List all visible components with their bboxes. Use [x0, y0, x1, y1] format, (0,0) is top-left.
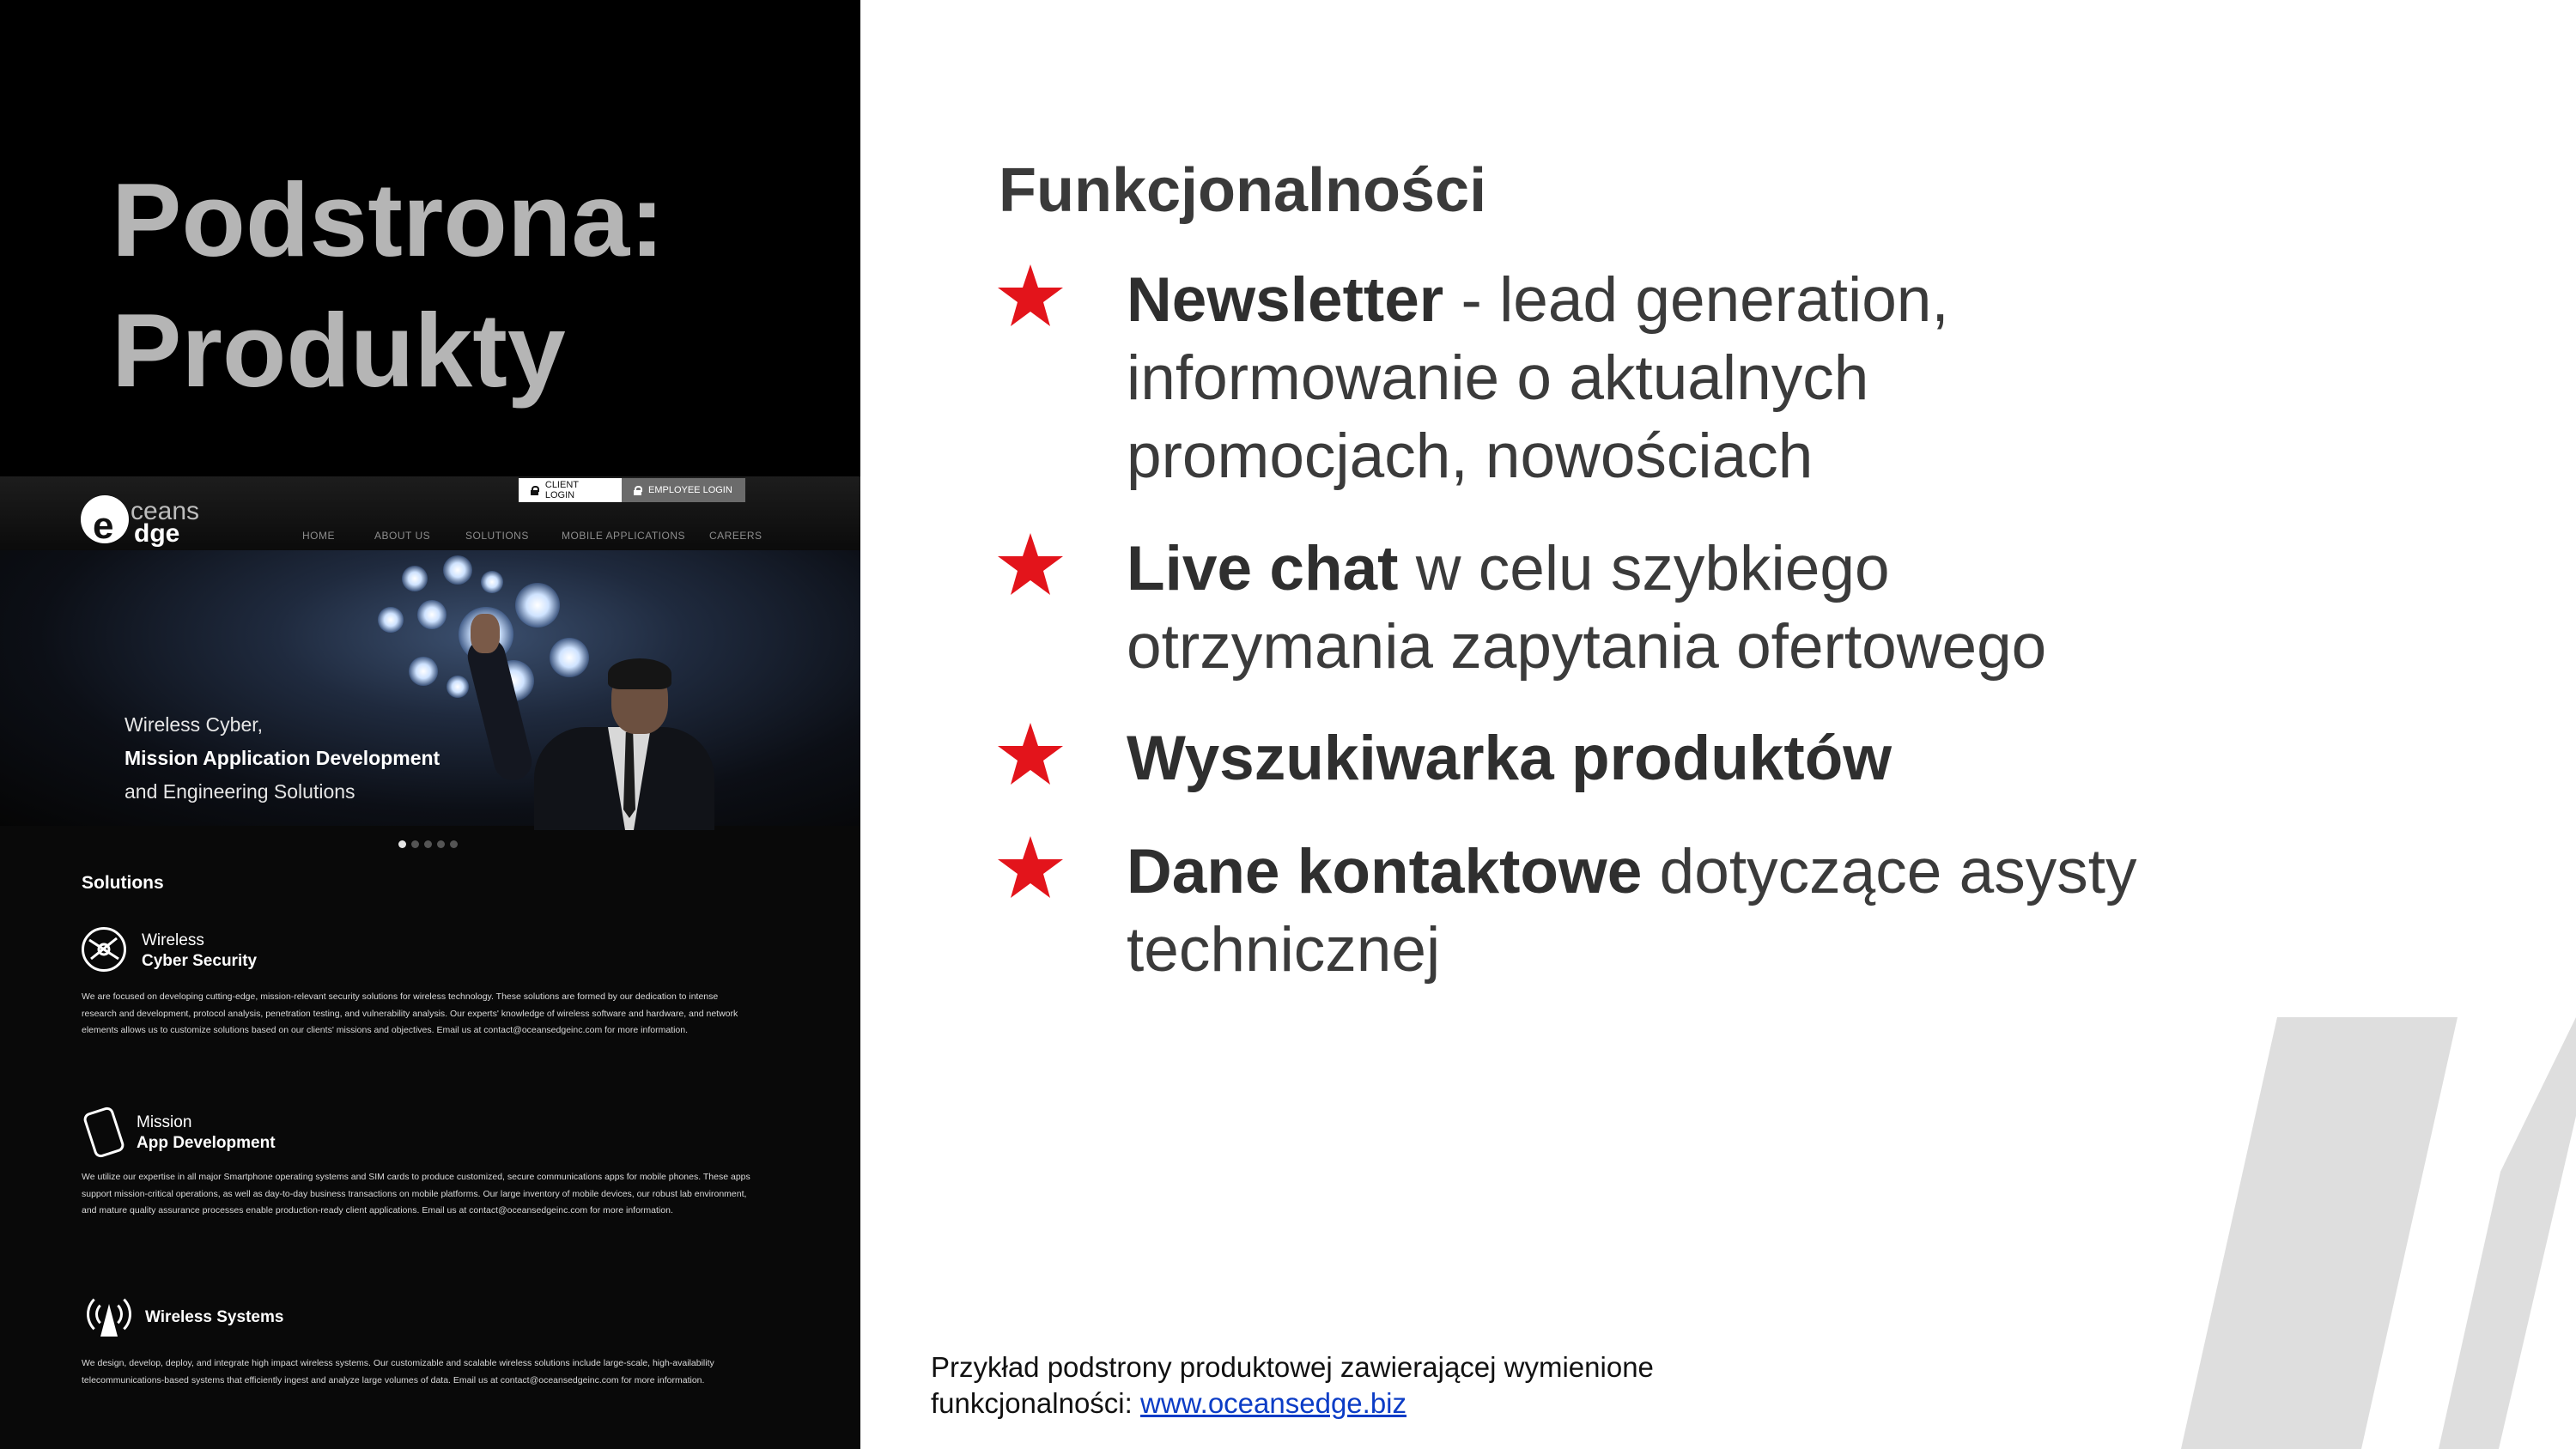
feature-bold: Newsletter [1127, 265, 1444, 335]
solution-title-bold: Wireless Systems [145, 1308, 284, 1326]
nav-home[interactable]: HOME [302, 530, 335, 542]
logo-text-bottom: dge [134, 519, 180, 548]
solution-title-bold: Cyber Security [142, 952, 258, 970]
feature-rest-2: technicznej [1127, 915, 1441, 985]
businessman-hand [471, 614, 500, 653]
nav-solutions[interactable]: SOLUTIONS [465, 530, 529, 542]
feature-text [1127, 833, 2277, 989]
title-panel [0, 0, 860, 1449]
lock-icon [531, 486, 538, 495]
client-login-label: CLIENT LOGIN [544, 480, 579, 500]
carousel-dot[interactable] [398, 840, 406, 848]
nav-mobile-applications[interactable]: MOBILE APPLICATIONS [562, 530, 685, 542]
website-nav [302, 530, 778, 542]
oceans-edge-logo [81, 490, 218, 550]
feature-bold: Live chat [1127, 534, 1399, 603]
feature-rest-1: w celu szybkiego [1398, 534, 1890, 603]
hero-line-3: and Engineering Solutions [125, 780, 355, 803]
hero-line-1: Wireless Cyber, [125, 713, 264, 736]
phone-icon [82, 1106, 126, 1159]
feature-text [1127, 530, 2277, 686]
solutions-heading: Solutions [82, 873, 164, 893]
logo-text-top: ceans [131, 497, 200, 525]
feature-rest-1: - lead generation, [1443, 265, 1949, 335]
website-screenshot [0, 476, 860, 1449]
solution-description: We design, develop, deploy, and integrate high impact wireless systems. Our customizable and scalable wireless solutions include large-scale, high-availability telecommunications-based systems that efficiently ingest and analyze large volumes of data. Email us at contact@oceansedgeinc.com for more information. [82, 1358, 714, 1385]
feature-text [1127, 719, 2277, 797]
carousel-dot[interactable] [411, 840, 419, 848]
hero-caption [125, 708, 440, 809]
globe-icon [82, 927, 126, 972]
login-bar [519, 478, 745, 502]
feature-rest-2: otrzymania zapytania ofertowego [1127, 612, 2047, 682]
tower-icon [82, 1292, 126, 1337]
carousel-dot[interactable] [450, 840, 458, 848]
star-icon [996, 721, 1065, 790]
star-icon [996, 531, 1065, 600]
nav-about-us[interactable]: ABOUT US [374, 530, 431, 542]
feature-bold: Wyszukiwarka produktów [1127, 724, 1893, 793]
decorative-slashes [2181, 1017, 2576, 1449]
feature-rest-2: informowanie o aktualnych [1127, 343, 1869, 413]
lock-icon [634, 486, 641, 495]
carousel-dot[interactable] [437, 840, 445, 848]
carousel-dot[interactable] [424, 840, 432, 848]
feature-text [1127, 261, 2277, 495]
caption-line-2 [931, 1385, 1654, 1422]
solution-title [142, 931, 257, 972]
hero-line-2: Mission Application Development [125, 747, 440, 769]
feature-rest-3: promocjach, nowościach [1127, 421, 1814, 491]
website-header [0, 476, 860, 550]
solution-title [137, 1113, 276, 1154]
slide-caption [931, 1349, 1654, 1422]
solution-title [145, 1307, 283, 1328]
website-link[interactable]: www.oceansedge.biz [1139, 1387, 1407, 1419]
feature-rest-1: dotyczące asysty [1642, 837, 2137, 906]
businessman-hair [608, 658, 671, 689]
caption-line-1: Przykład podstrony produktowej zawierającej wymienione [931, 1351, 1654, 1383]
solution-title-light: Wireless [142, 931, 204, 949]
employee-login-button[interactable] [622, 478, 745, 502]
carousel-dots [398, 840, 458, 848]
caption-prefix: funkcjonalności: [931, 1387, 1140, 1419]
slide-title-line-1: Podstrona: [112, 161, 665, 278]
nav-careers[interactable]: CAREERS [709, 530, 762, 542]
client-login-button[interactable] [519, 478, 622, 502]
employee-login-label: EMPLOYEE LOGIN [648, 485, 732, 495]
hero-banner [0, 550, 860, 826]
solution-title-bold: App Development [137, 1134, 276, 1152]
slide-title-line-2: Produkty [112, 292, 566, 409]
slide-title [112, 155, 665, 415]
star-icon [996, 263, 1065, 331]
feature-bold: Dane kontaktowe [1127, 837, 1643, 906]
solution-title-light: Mission [137, 1113, 192, 1131]
section-heading: Funkcjonalności [999, 156, 1487, 225]
star-icon [996, 834, 1065, 903]
logo-e: e [93, 505, 114, 547]
solution-description: We are focused on developing cutting-edge, mission-relevant security solutions for wireless technology. These solutions are formed by our dedication to intense research and development, protocol analysis, penetration testing, and vulnerability analysis. Our experts' knowledge of wireless software and hardware, and network elements allows us to customize solutions based on our clients' missions and objectives. Email us at contact@oceansedgeinc.com for more information. [82, 991, 738, 1035]
solution-description: We utilize our expertise in all major Smartphone operating systems and SIM cards to produce customized, secure communications apps for mobile phones. These apps support mission-critical operations, as well as day-to-day business transactions on mobile platforms. Our large inventory of mobile devices, our robust lab environment, and mature quality assurance processes enable production-ready client applications. Email us at contact@oceansedgeinc.com for more information. [82, 1172, 750, 1216]
